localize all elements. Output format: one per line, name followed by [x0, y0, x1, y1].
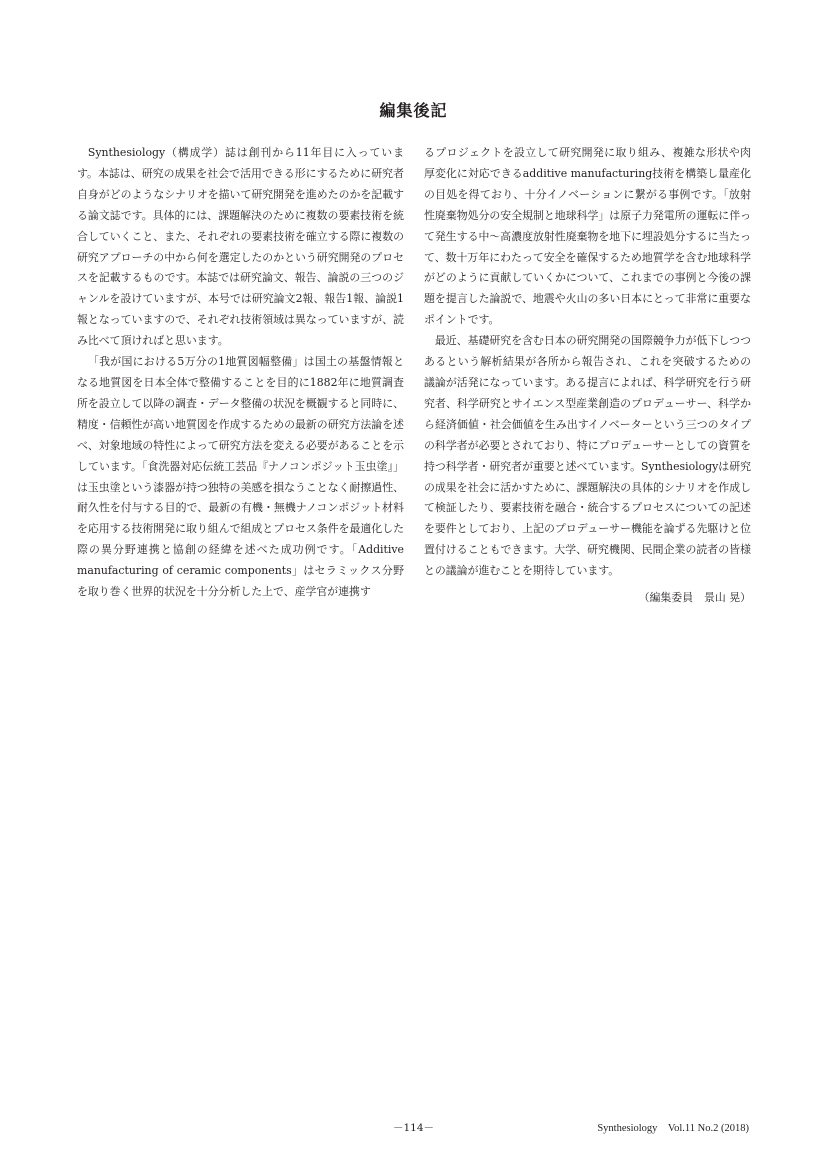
journal-reference: Synthesiology Vol.11 No.2 (2018) — [597, 1123, 749, 1134]
paragraph: 最近、基礎研究を含む日本の研究開発の国際競争力が低下しつつあるという解析結果が各所から報告され、これを突破するための議論が活発になっています。ある提言によれば、科学研究を行う研究者、科学研究とサイエンス型産業創造のプロデューサー、科学から経済価値・社会価値を生み出すイノベーターという三つのタイプの科学者が必要とされており、特にプロデューサーとしての資質を持つ科学者・研究者が重要と述べています。Synthesiologyは研究の成果を社会に活かすために、課題解決の具体的シナリオを作成して検証したり、要素技術を融合・統合するプロセスについての記述を要件としており、上記のプロデューサー機能を論ずる先駆けと位置付けることもできます。大学、研究機関、民間企業の読者の皆様との議論が進むことを期待しています。 — [424, 334, 751, 578]
page-number: －114－ — [392, 1122, 435, 1134]
paragraph: Synthesiology（構成学）誌は創刊から11年目に入っています。本誌は、研究の成果を社会で活用できる形にするために研究者自身がどのようなシナリオを描いて研究開発を進めたのかを記載する論文誌です。具体的には、課題解決のために複数の要素技術を統合していくこと、また、それぞれの要素技術を確立する際に複数の研究アプローチの中から何を選定したのかという研究開発のプロセスを記載するものです。本誌では研究論文、報告、論説の三つのジャンルを設けていますが、本号では研究論文2報、報告1報、論説1報となっていますので、それぞれ技術領域は異なっていますが、読み比べて頂ければと思います。 — [77, 146, 404, 348]
left-column — [77, 143, 404, 603]
paragraph: 「我が国における5万分の1地質図幅整備」は国土の基盤情報となる地質図を日本全体で整備することを目的に1882年に地質調査所を設立して以降の調査・データ整備の状況を概観すると同時に、精度・信頼性が高い地質図を作成するための最新の研究方法論を述べ、対象地域の特性によって研究方法を変える必要があることを示しています。「食洗器対応伝統工芸品『ナノコンポジット玉虫塗』」は玉虫塗という漆器が持つ独特の美感を損なうことなく耐擦過性、耐久性を付与する目的で、最新の有機・無機ナノコンポジット材料を応用する技術開発に取り組んで組成とプロセス条件を最適化した際の異分野連携と協創の経緯を述べた成功例です。「Additive manufacturing of ceramic components」はセラミックス分野を取り巻く世界的状況を十分分析した上で、産学官が連携す — [77, 355, 404, 599]
right-column — [424, 143, 751, 609]
page-title: 編集後記 — [379, 101, 448, 120]
paragraph: るプロジェクトを設立して研究開発に取り組み、複雑な形状や肉厚変化に対応できるadditive manufacturing技術を構築し量産化の目処を得ており、十分イノベーションに繋がる事例です。「放射性廃棄物処分の安全規制と地球科学」は原子力発電所の運転に伴って発生する中～高濃度放射性廃棄物を地下に埋設処分するに当たって、数十万年にわたって安全を確保するため地質学を含む地球科学がどのように貢献していくかについて、これまでの事例と今後の課題を提言した論説で、地震や火山の多い日本にとって非常に重要なポイントです。 — [424, 146, 751, 327]
editor-signature: （編集委員 景山 晃） — [638, 591, 751, 605]
